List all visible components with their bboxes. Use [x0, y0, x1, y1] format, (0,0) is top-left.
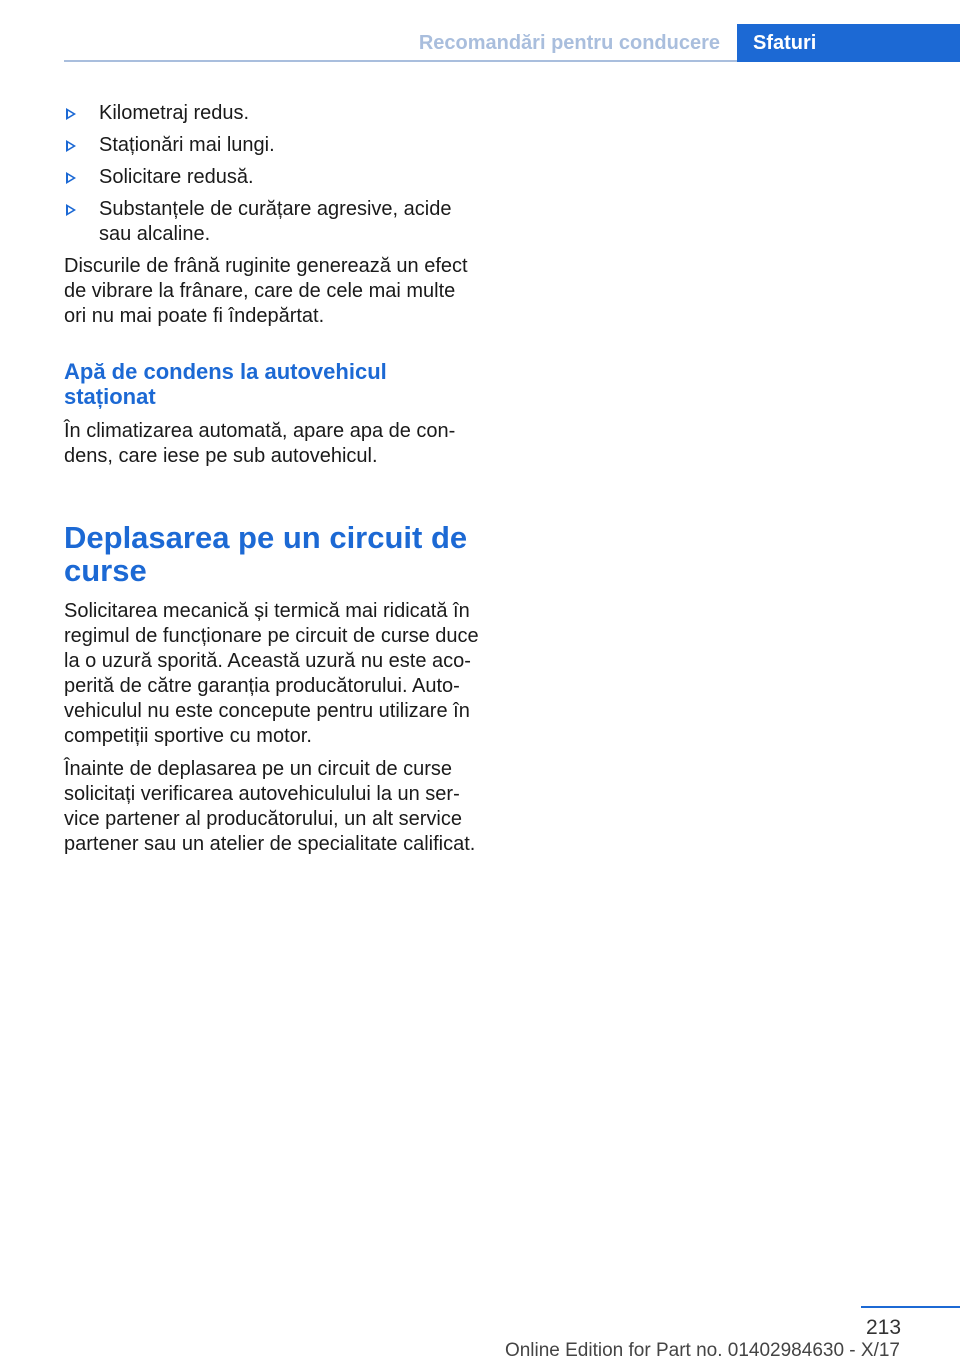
triangle-bullet-icon	[66, 140, 76, 152]
circuit-paragraph-2: Înainte de deplasarea pe un circuit de curse solicitați verificarea autovehiculului la un ser‐ vice partener al producătorului, un alt service partener sau un atelier de specialitate calificat.	[64, 758, 476, 855]
header-chapter-tab: Sfaturi	[737, 24, 960, 62]
condensation-heading: Apă de condens la autovehicul staționat	[64, 359, 387, 409]
header-section-title: Recomandări pentru conducere	[418, 31, 720, 54]
list-item-text: Kilometraj redus.	[99, 102, 250, 124]
list-item	[64, 133, 482, 158]
list-item	[64, 165, 482, 190]
header-divider	[64, 60, 737, 62]
list-item	[64, 197, 482, 247]
condensation-paragraph: În climatizarea automată, apare apa de con‐ dens, care iese pe sub autovehicul.	[64, 420, 456, 467]
page-number: 213	[865, 1316, 902, 1339]
list-item	[64, 101, 482, 126]
circuit-paragraph-1: Solicitarea mecanică și termică mai ridicată în regimul de funcționare pe circuit de curse duce la o uzură sporită. Această uzură nu este aco‐ perită de către garanția producătorului. Auto‐ vehiculul nu este concepute pentru utilizare în competiții sportive cu motor.	[64, 600, 479, 747]
edition-footer: Online Edition for Part no. 01402984630 - X/17	[504, 1340, 900, 1361]
bullet-list	[64, 101, 482, 247]
page-content	[64, 101, 482, 865]
circuit-heading: Deplasarea pe un circuit de curse	[64, 520, 468, 588]
list-item-text: Staționări mai lungi.	[99, 134, 275, 156]
list-item-text: Solicitare redusă.	[99, 166, 254, 188]
rust-paragraph: Discurile de frână ruginite generează un efect de vibrare la frânare, care de cele mai multe ori nu mai poate fi îndepărtat.	[64, 255, 468, 327]
triangle-bullet-icon	[66, 108, 76, 120]
footer-divider	[861, 1306, 960, 1308]
triangle-bullet-icon	[66, 172, 76, 184]
triangle-bullet-icon	[66, 204, 76, 216]
list-item-text: Substanțele de curățare agresive, acide sau alcaline.	[99, 198, 452, 245]
